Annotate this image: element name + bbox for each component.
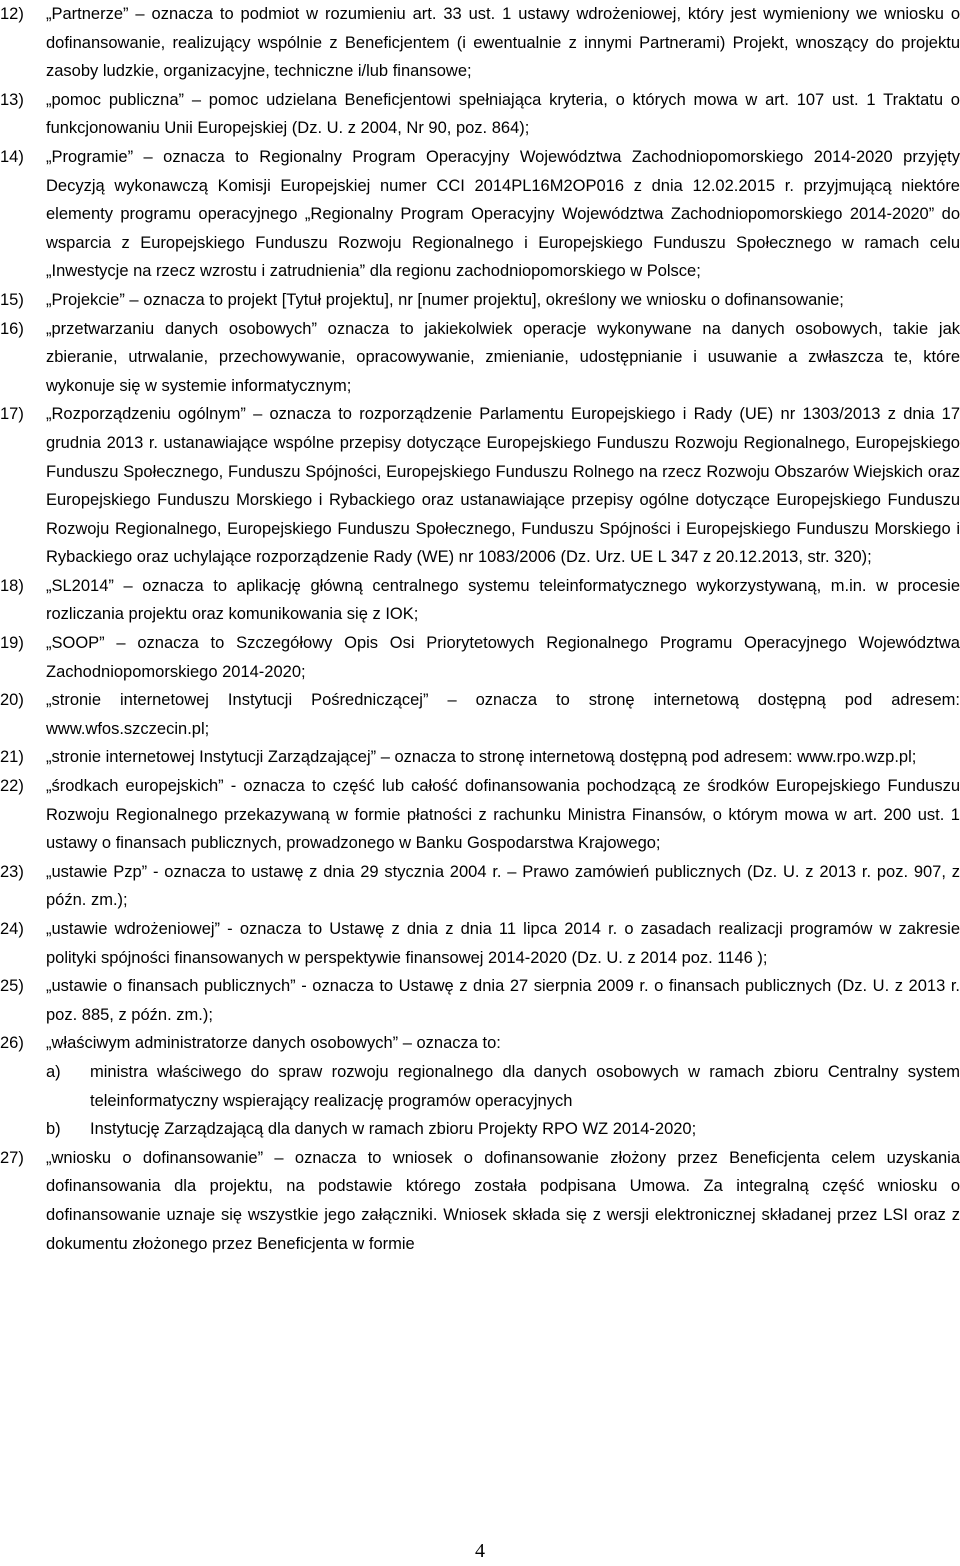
subitem-text: ministra właściwego do spraw rozwoju regionalnego dla danych osobowych w ramach zbioru Centralny system teleinformatyczny wspierający realizację programów operacyjnych (90, 1062, 960, 1110)
definition-item-15 (0, 286, 960, 315)
item-text: „SOOP” – oznacza to Szczegółowy Opis Osi Priorytetowych Regionalnego Programu Operacyjnego Województwa Zachodniopomorskiego 2014-2020; (46, 634, 960, 681)
definition-item-14 (0, 143, 960, 286)
item-number: 19) (0, 634, 24, 653)
item-number: 16) (0, 319, 24, 338)
definition-item-20 (0, 686, 960, 743)
item-text: „ustawie wdrożeniowej” - oznacza to Ustawę z dnia z dnia 11 lipca 2014 r. o zasadach realizacji programów w zakresie polityki spójności finansowanych w perspektywie finansowej 2014-2020 (Dz. U. z 2014 poz. 1146 ); (46, 920, 960, 967)
item-text: „Rozporządzeniu ogólnym” – oznacza to rozporządzenie Parlamentu Europejskiego i Rady (UE) nr 1303/2013 z dnia 17 grudnia 2013 r. ustanawiające wspólne przepisy dotyczące Europejskiego Funduszu Rozwoju Regionalnego, Europejskiego Funduszu Społecznego, Funduszu Spójności, Europejskiego Funduszu Rolnego na rzecz Rozwoju Obszarów Wiejskich oraz Europejskiego Funduszu Morskiego i Rybackiego oraz ustanawiające przepisy ogólne dotyczące Europejskiego Funduszu Rozwoju Regionalnego, Europejskiego Funduszu Społecznego, Funduszu Spójności i Europejskiego Funduszu Morskiego i Rybackiego oraz uchylające rozporządzenie Rady (WE) nr 1083/2006 (Dz. Urz. UE L 347 z 20.12.2013, str. 320); (46, 405, 960, 567)
definition-item-19 (0, 629, 960, 686)
item-number: 25) (0, 977, 24, 996)
subitem-text: Instytucję Zarządzającą dla danych w ramach zbioru Projekty RPO WZ 2014-2020; (90, 1120, 697, 1139)
item-body (46, 1029, 960, 1143)
item-number: 12) (0, 5, 24, 23)
item-number: 13) (0, 90, 24, 109)
subitem-letter: a) (46, 1062, 61, 1081)
subitem-b (46, 1115, 960, 1144)
subitem-letter: b) (46, 1120, 61, 1139)
item-text: „Programie” – oznacza to Regionalny Program Operacyjny Województwa Zachodniopomorskiego 2014-2020 przyjęty Decyzją wykonawczą Komisji Europejskiej numer CCI 2014PL16M2OP016 z dnia 12.02.2015 r. przyjmującą niektóre elementy programu operacyjnego „Regionalny Program Operacyjny Województwa Zachodniopomorskiego 2014-2020” do wsparcia z Europejskiego Funduszu Rozwoju Regionalnego i Europejskiego Funduszu Społecznego w ramach celu „Inwestycje na rzecz wzrostu i zatrudnienia” dla regionu zachodniopomorskiego w Polsce; (46, 147, 960, 281)
item-text: „stronie internetowej Instytucji Pośredniczącej” – oznacza to stronę internetową dostępną pod adresem: www.wfos.szczecin.pl; (46, 691, 960, 738)
definition-item-16 (0, 315, 960, 401)
item-number: 23) (0, 862, 24, 881)
item-text: „przetwarzaniu danych osobowych” oznacza to jakiekolwiek operacje wykonywane na danych osobowych, takie jak zbieranie, utrwalanie, przechowywanie, opracowywanie, zmienianie, udostępnianie i usuwanie a zwłaszcza te, które wykonuje się w systemie informatycznym; (46, 319, 960, 395)
subitem-a (46, 1058, 960, 1115)
item-number: 21) (0, 748, 24, 767)
item-number: 17) (0, 405, 24, 424)
definition-item-22 (0, 772, 960, 858)
subitem-list (46, 1058, 960, 1144)
definition-item-17 (0, 400, 960, 572)
item-number: 26) (0, 1034, 24, 1053)
definition-item-27 (0, 1144, 960, 1258)
item-number: 15) (0, 290, 24, 309)
item-text: „Partnerze” – oznacza to podmiot w rozumieniu art. 33 ust. 1 ustawy wdrożeniowej, który jest wymieniony we wniosku o dofinansowanie, realizujący wspólnie z Beneficjentem (i ewentualnie z innymi Partnerami) Projekt, wnoszący do projektu zasoby ludzkie, organizacyjne, techniczne i/lub finansowe; (46, 5, 960, 81)
item-text: „ustawie Pzp” - oznacza to ustawę z dnia 29 stycznia 2004 r. – Prawo zamówień publicznych (Dz. U. z 2013 r. poz. 907, z późn. zm.); (46, 862, 960, 910)
item-number: 24) (0, 920, 24, 938)
item-number: 27) (0, 1148, 24, 1167)
definition-item-18 (0, 572, 960, 629)
item-text: „SL2014” – oznacza to aplikację główną centralnego systemu teleinformatycznego wykorzystywaną, m.in. w procesie rozliczania projektu oraz komunikowania się z IOK; (46, 576, 960, 624)
item-text: „właściwym administratorze danych osobowych” – oznacza to: (46, 1034, 501, 1053)
item-number: 18) (0, 576, 24, 595)
definition-item-23 (0, 858, 960, 915)
item-text: „stronie internetowej Instytucji Zarządzającej” – oznacza to stronę internetową dostępną pod adresem: www.rpo.wzp.pl; (46, 748, 917, 767)
definition-item-12 (0, 0, 960, 86)
page-number: 4 (475, 1540, 485, 1562)
item-number: 22) (0, 777, 24, 796)
item-text: „środkach europejskich” - oznacza to część lub całość dofinansowania pochodzącą ze środków Europejskiego Funduszu Rozwoju Regionalnego przekazywaną w formie płatności z rachunku Ministra Finansów, o którym mowa w art. 200 ust. 1 ustawy o finansach publicznych, prowadzonego w Banku Gospodarstwa Krajowego; (46, 777, 960, 853)
definition-item-24 (0, 915, 960, 972)
item-text: „Projekcie” – oznacza to projekt [Tytuł projektu], nr [numer projektu], określony we wniosku o dofinansowanie; (46, 290, 844, 309)
item-text: „wniosku o dofinansowanie” – oznacza to wniosek o dofinansowanie złożony przez Beneficjenta celem uzyskania dofinansowania dla projektu, na podstawie którego została podpisana Umowa. Za integralną część wniosku o dofinansowanie uznaje się wszystkie jego załączniki. Wniosek składa się z wersji elektronicznej składanej przez LSI oraz z dokumentu złożonego przez Beneficjenta w formie (46, 1148, 960, 1253)
item-text: „ustawie o finansach publicznych” - oznacza to Ustawę z dnia 27 sierpnia 2009 r. o finansach publicznych (Dz. U. z 2013 r. poz. 885, z późn. zm.); (46, 977, 960, 1024)
definition-item-21 (0, 743, 960, 772)
definition-item-26 (0, 1029, 960, 1143)
item-number: 14) (0, 147, 24, 166)
definition-item-25 (0, 972, 960, 1029)
item-text: „pomoc publiczna” – pomoc udzielana Beneficjentowi spełniająca kryteria, o których mowa w art. 107 ust. 1 Traktatu o funkcjonowaniu Unii Europejskiej (Dz. U. z 2004, Nr 90, poz. 864); (46, 90, 960, 138)
definition-item-13 (0, 86, 960, 143)
item-number: 20) (0, 691, 24, 710)
